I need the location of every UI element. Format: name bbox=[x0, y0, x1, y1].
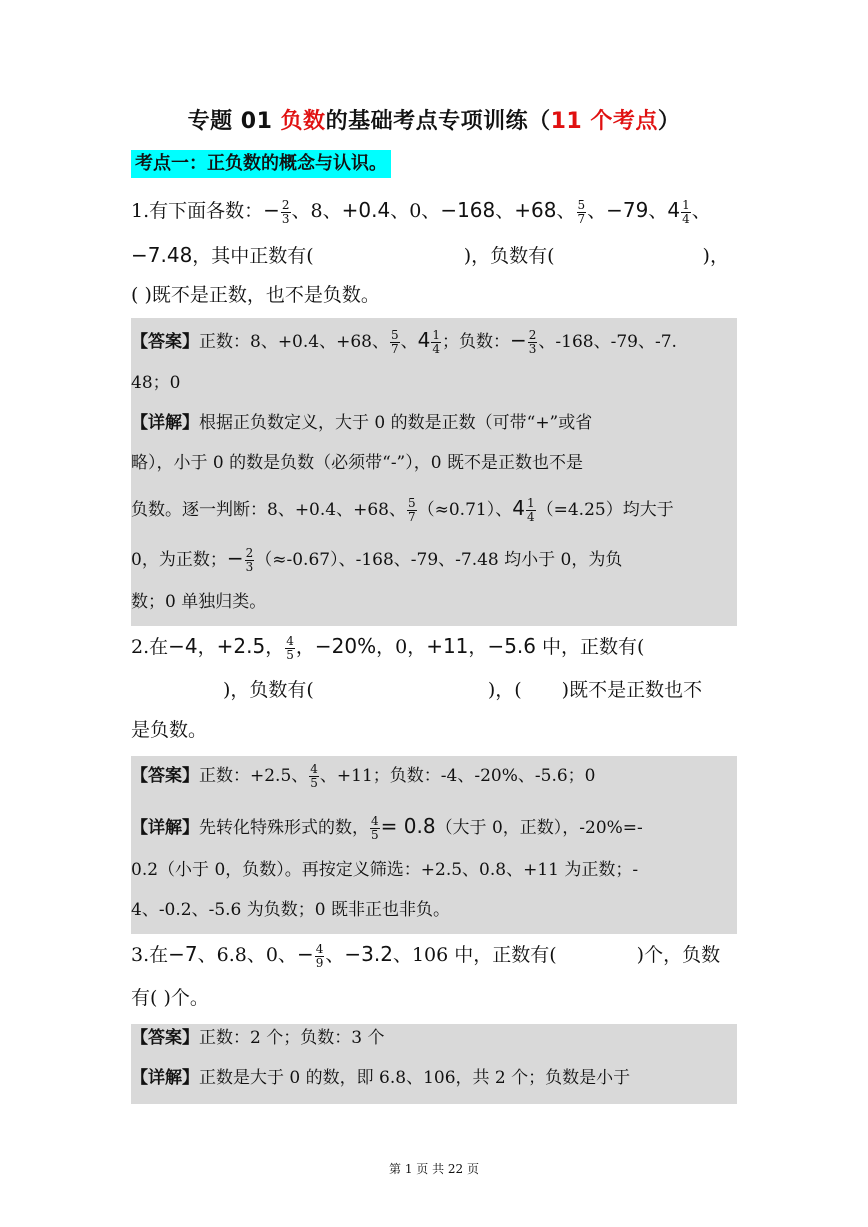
fraction-denominator: 5 bbox=[286, 647, 294, 662]
math-value: +11 bbox=[426, 634, 469, 658]
math-value: +0.4 bbox=[341, 198, 391, 222]
separator: 、 bbox=[325, 944, 345, 966]
math-value: −7.48 bbox=[131, 243, 193, 267]
title-suffix: ） bbox=[657, 109, 681, 134]
mixed-number-whole: 4 bbox=[417, 328, 431, 352]
answer-text: 正数：+2.5、 bbox=[199, 766, 309, 786]
fraction-numerator: 5 bbox=[407, 496, 416, 510]
answer-tag: 【答案】 bbox=[131, 1028, 199, 1048]
fraction-numerator: 4 bbox=[286, 633, 294, 648]
explanation-text: （≈0.71）、 bbox=[417, 500, 513, 520]
explanation-tag: 【详解】 bbox=[131, 1068, 199, 1088]
answer-text: 、-168、-79、-7. bbox=[538, 332, 677, 352]
mixed-number-whole: 4 bbox=[512, 496, 525, 520]
fraction bbox=[245, 547, 255, 574]
q1-text: 、8、 bbox=[291, 200, 342, 222]
q2-line-1 bbox=[131, 632, 644, 662]
q3-text: 3.在 bbox=[131, 944, 169, 966]
math-value: −168 bbox=[440, 198, 496, 222]
title-highlight-negative: 负数 bbox=[280, 109, 326, 134]
separator: ， bbox=[295, 636, 315, 658]
fraction-numerator: 4 bbox=[315, 941, 324, 956]
a3-line-1 bbox=[131, 1024, 384, 1052]
explanation-text: 根据正负数定义，大于 0 的数是正数（可带“+”或省 bbox=[199, 413, 593, 433]
fraction-denominator: 5 bbox=[371, 828, 379, 842]
math-value: −4 bbox=[168, 634, 198, 658]
separator: ， bbox=[468, 636, 488, 658]
a2-explain-line-1 bbox=[131, 812, 643, 842]
fraction-numerator: 4 bbox=[310, 762, 318, 776]
answer-tag: 【答案】 bbox=[131, 766, 199, 786]
explanation-text: 0，为正数； bbox=[131, 550, 227, 570]
fraction-denominator: 7 bbox=[577, 211, 586, 226]
fraction bbox=[526, 497, 536, 524]
fraction-denominator: 3 bbox=[528, 342, 537, 356]
separator: 、 bbox=[691, 200, 711, 222]
separator: 、 bbox=[495, 200, 515, 222]
fraction-numerator: 1 bbox=[432, 328, 440, 342]
separator: 、 bbox=[556, 200, 576, 222]
a2-line-1 bbox=[131, 762, 595, 790]
answer-text: 正数：8、+0.4、+68、 bbox=[199, 332, 389, 352]
minus-sign: − bbox=[510, 328, 527, 352]
fraction-denominator: 4 bbox=[682, 211, 690, 226]
fraction-denominator: 7 bbox=[390, 342, 399, 356]
answer-text: 正数：2 个；负数：3 个 bbox=[199, 1028, 385, 1048]
explanation-text: 正数是大于 0 的数，即 6.8、106，共 2 个；负数是小于 bbox=[199, 1068, 631, 1088]
explanation-tag: 【详解】 bbox=[131, 413, 199, 433]
fraction-denominator: 3 bbox=[245, 560, 254, 574]
title-prefix: 专题 01 bbox=[187, 109, 281, 134]
q3-text: )个，负数 bbox=[636, 944, 721, 966]
mixed-number-whole: 4 bbox=[667, 198, 681, 222]
a1-line-1 bbox=[131, 326, 677, 356]
page-title bbox=[0, 104, 868, 135]
fraction bbox=[431, 329, 441, 356]
fraction bbox=[528, 329, 538, 356]
explanation-tag: 【详解】 bbox=[131, 818, 199, 838]
fraction bbox=[681, 199, 691, 226]
math-value: −5.6 bbox=[487, 634, 537, 658]
fraction-numerator: 2 bbox=[281, 197, 290, 212]
fraction-numerator: 4 bbox=[371, 814, 379, 828]
a1-explain-line-3 bbox=[131, 494, 674, 524]
fraction-numerator: 1 bbox=[682, 197, 690, 212]
a1-explain-line-5: 数；0 单独归类。 bbox=[131, 592, 267, 612]
fraction bbox=[281, 199, 291, 226]
explanation-text: （≈-0.67）、-168、-79、-7.48 均小于 0，为负 bbox=[255, 550, 623, 570]
fraction-numerator: 2 bbox=[245, 546, 254, 560]
q2-line-3: 是负数。 bbox=[131, 719, 208, 741]
a3-explain-line-1 bbox=[131, 1064, 630, 1092]
page-footer: 第 1 页 共 22 页 bbox=[389, 1162, 479, 1176]
title-middle: 的基础考点专项训练（ bbox=[325, 109, 551, 134]
math-value: −79 bbox=[606, 198, 649, 222]
math-value: −20% bbox=[314, 634, 377, 658]
fraction bbox=[390, 329, 400, 356]
fraction-denominator: 7 bbox=[407, 510, 416, 524]
math-value: −3.2 bbox=[344, 942, 393, 966]
separator: ， bbox=[265, 636, 285, 658]
a1-explain-line-2: 略），小于 0 的数是负数（必须带“-”），0 既不是正数也不是 bbox=[131, 453, 583, 473]
a2-explain-line-2: 0.2（小于 0，负数）。再按定义筛选：+2.5、0.8、+11 为正数；- bbox=[131, 860, 639, 880]
math-value: = 0.8 bbox=[380, 814, 436, 838]
q2-text: )既不是正数也不 bbox=[561, 679, 703, 701]
fraction-numerator: 1 bbox=[526, 496, 535, 510]
separator: 、 bbox=[648, 200, 668, 222]
fraction-denominator: 5 bbox=[310, 776, 318, 790]
section-heading-1: 考点一：正负数的概念与认识。 bbox=[131, 150, 391, 178]
fraction-denominator: 4 bbox=[526, 510, 535, 524]
a1-line-2: 48；0 bbox=[131, 373, 181, 393]
q2-text: ，0， bbox=[376, 636, 427, 658]
minus-sign: − bbox=[226, 546, 244, 570]
q1-line-1 bbox=[131, 196, 711, 226]
answer-text: 、+11；负数：-4、-20%、-5.6；0 bbox=[319, 766, 596, 786]
answer-tag: 【答案】 bbox=[131, 332, 199, 352]
q2-text: )，负数有( bbox=[223, 679, 314, 701]
separator: 、 bbox=[400, 332, 418, 352]
fraction-denominator: 3 bbox=[281, 211, 290, 226]
a1-explain-line-1 bbox=[131, 409, 592, 437]
q1-line-3: ( )既不是正数，也不是负数。 bbox=[131, 284, 380, 306]
q1-text: )， bbox=[702, 245, 729, 267]
q1-text: 1.有下面各数： bbox=[131, 200, 264, 222]
separator: 、 bbox=[587, 200, 607, 222]
fraction-denominator: 4 bbox=[432, 342, 440, 356]
fraction-denominator: 9 bbox=[315, 955, 324, 970]
q3-text: 、6.8、0、 bbox=[197, 944, 297, 966]
fraction-numerator: 5 bbox=[577, 197, 586, 212]
q1-line-2 bbox=[131, 241, 729, 270]
fraction-numerator: 5 bbox=[390, 328, 399, 342]
math-value: +2.5 bbox=[216, 634, 266, 658]
minus-sign: − bbox=[263, 198, 280, 222]
explanation-text: 先转化特殊形式的数， bbox=[199, 818, 369, 838]
a2-explain-line-3: 4、-0.2、-5.6 为负数；0 既非正也非负。 bbox=[131, 900, 450, 920]
fraction bbox=[309, 763, 319, 790]
math-value: −7 bbox=[168, 942, 198, 966]
q2-text: 2.在 bbox=[131, 636, 169, 658]
q1-text: 、0、 bbox=[390, 200, 441, 222]
explanation-text: （大于 0，正数），-20%=- bbox=[435, 818, 643, 838]
math-value: +68 bbox=[514, 198, 557, 222]
fraction bbox=[285, 635, 295, 662]
fraction-numerator: 2 bbox=[528, 328, 537, 342]
separator: ， bbox=[197, 636, 217, 658]
q2-text: )，( bbox=[487, 679, 522, 701]
answer-text: ；负数： bbox=[442, 332, 510, 352]
title-highlight-count: 11 个考点 bbox=[550, 109, 658, 134]
fraction bbox=[407, 497, 417, 524]
q3-line-1 bbox=[131, 940, 720, 970]
q1-text: ，其中正数有( bbox=[192, 245, 314, 267]
minus-sign: − bbox=[296, 942, 314, 966]
a1-explain-line-4 bbox=[131, 544, 622, 574]
q3-text: 、106 中，正数有( bbox=[392, 944, 557, 966]
q3-line-2: 有( )个。 bbox=[131, 987, 209, 1009]
fraction bbox=[370, 815, 380, 842]
explanation-text: 负数。逐一判断：8、+0.4、+68、 bbox=[131, 500, 406, 520]
fraction bbox=[577, 199, 587, 226]
q2-line-2 bbox=[131, 676, 702, 704]
q1-text: )，负数有( bbox=[463, 245, 555, 267]
q2-text: 中，正数有( bbox=[536, 636, 645, 658]
explanation-text: （=4.25）均大于 bbox=[536, 500, 674, 520]
fraction bbox=[315, 943, 325, 970]
